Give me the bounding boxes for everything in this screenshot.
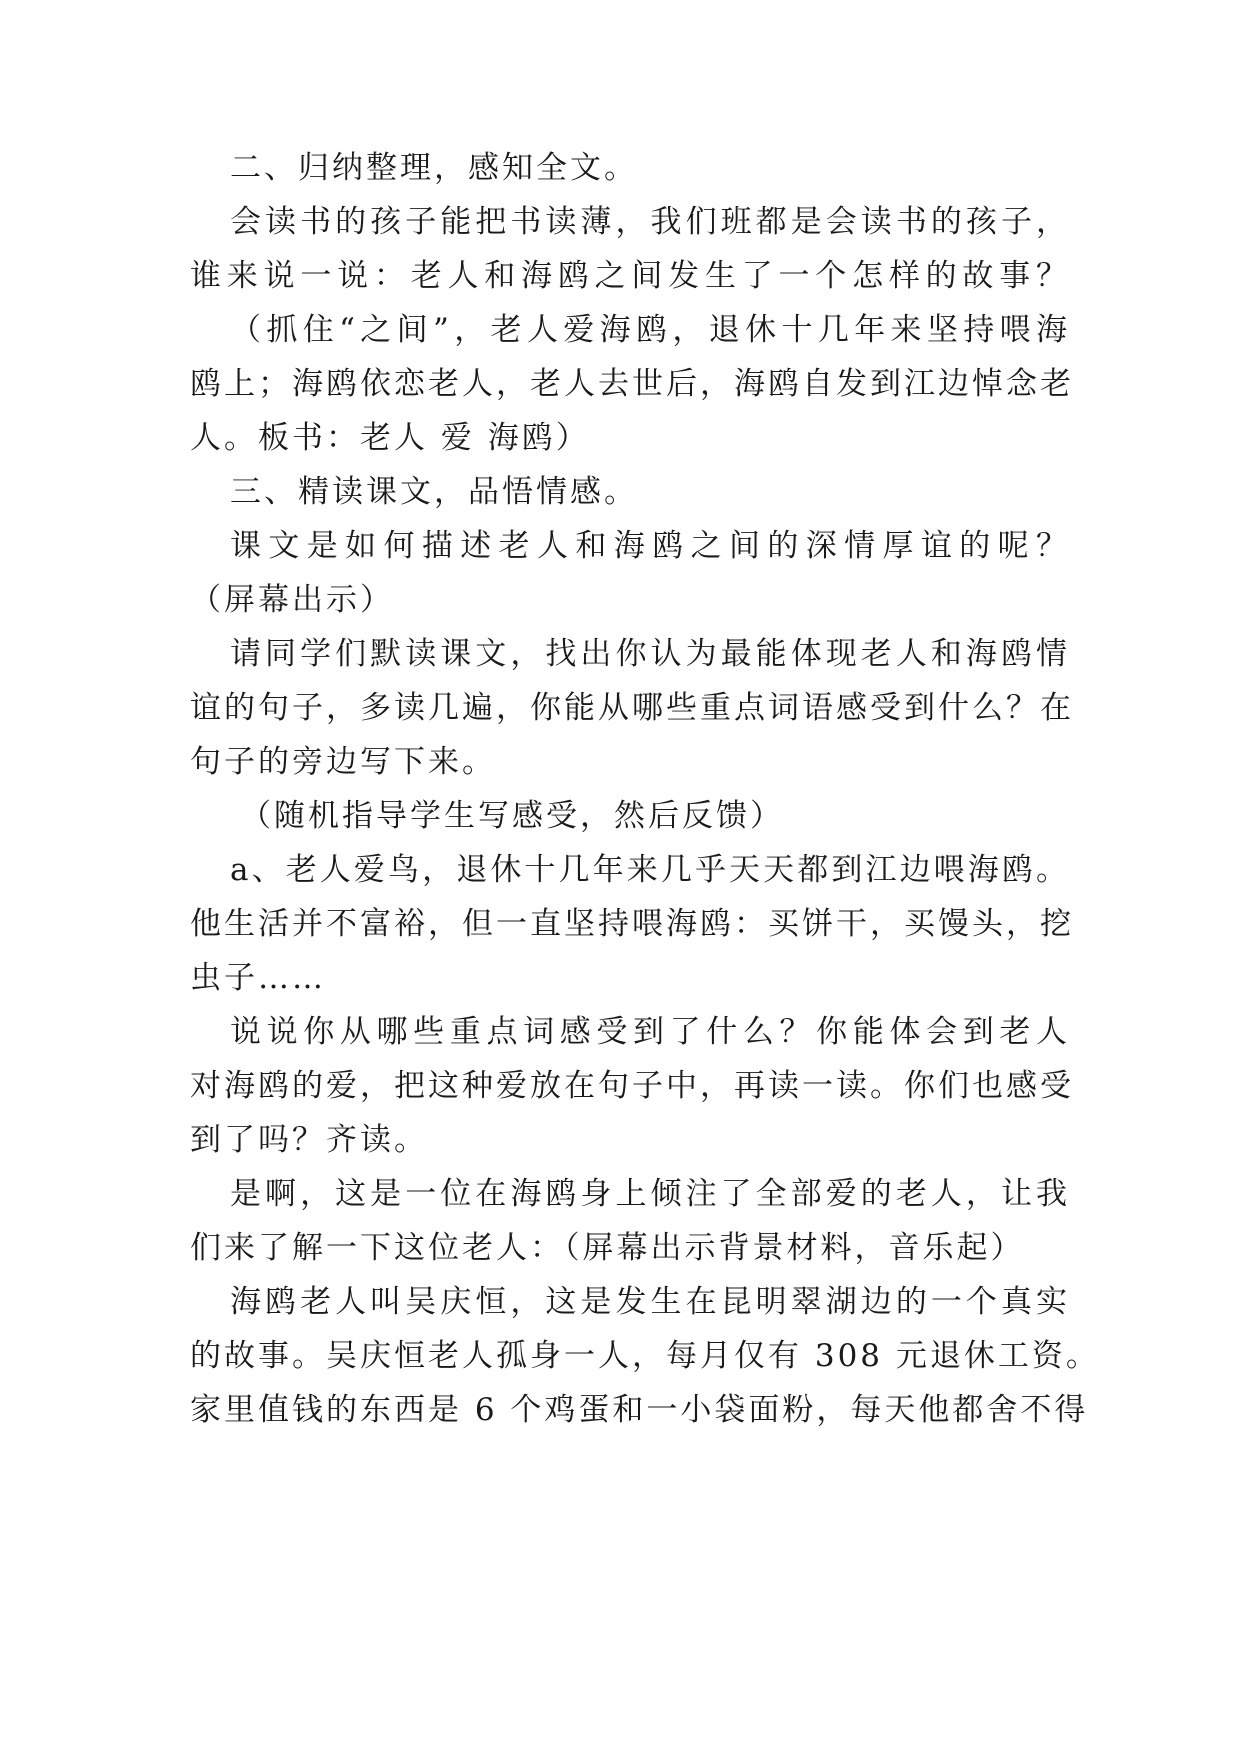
paragraph-line: 们来了解一下这位老人：（屏幕出示背景材料，音乐起） (190, 1230, 1025, 1266)
paragraph-line: 虫子…… (190, 960, 326, 996)
paragraph-line: a、老人爱鸟，退休十几年来几乎天天都到江边喂海鸥。 (230, 852, 1070, 888)
paragraph-line: 鸥上；海鸥依恋老人，老人去世后，海鸥自发到江边悼念老 (190, 366, 1074, 402)
paragraph-line: 会读书的孩子能把书读薄，我们班都是会读书的孩子， (230, 204, 1070, 240)
paragraph-line: 人。板书：老人 爱 海鸥） (190, 420, 590, 456)
paragraph-line: 课文是如何描述老人和海鸥之间的深情厚谊的呢？ (230, 528, 1070, 564)
paragraph-line: （随机指导学生写感受，然后反馈） (240, 798, 784, 834)
paragraph-line: 句子的旁边写下来。 (190, 744, 496, 780)
paragraph-line: 他生活并不富裕，但一直坚持喂海鸥：买饼干，买馒头，挖 (190, 906, 1074, 942)
paragraph-line: 说说你从哪些重点词感受到了什么？你能体会到老人 (230, 1014, 1070, 1050)
paragraph-line: 海鸥老人叫吴庆恒，这是发生在昆明翠湖边的一个真实 (230, 1284, 1070, 1320)
heading-section-two: 二、归纳整理，感知全文。 (230, 150, 638, 186)
paragraph-line: 是啊，这是一位在海鸥身上倾注了全部爱的老人，让我 (230, 1176, 1070, 1212)
paragraph-line: 家里值钱的东西是 6 个鸡蛋和一小袋面粉，每天他都舍不得 (190, 1392, 1089, 1428)
paragraph-line: （屏幕出示） (190, 582, 394, 618)
paragraph-line: （抓住“之间”，老人爱海鸥，退休十几年来坚持喂海 (230, 312, 1070, 348)
paragraph-line: 的故事。吴庆恒老人孤身一人，每月仅有 308 元退休工资。 (190, 1338, 1100, 1374)
paragraph-line: 到了吗？齐读。 (190, 1122, 428, 1158)
paragraph-line: 谁来说一说：老人和海鸥之间发生了一个怎样的故事？ (190, 258, 1070, 294)
heading-section-three: 三、精读课文，品悟情感。 (230, 474, 638, 510)
paragraph-line: 谊的句子，多读几遍，你能从哪些重点词语感受到什么？在 (190, 690, 1074, 726)
paragraph-line: 对海鸥的爱，把这种爱放在句子中，再读一读。你们也感受 (190, 1068, 1074, 1104)
paragraph-line: 请同学们默读课文，找出你认为最能体现老人和海鸥情 (230, 636, 1070, 672)
